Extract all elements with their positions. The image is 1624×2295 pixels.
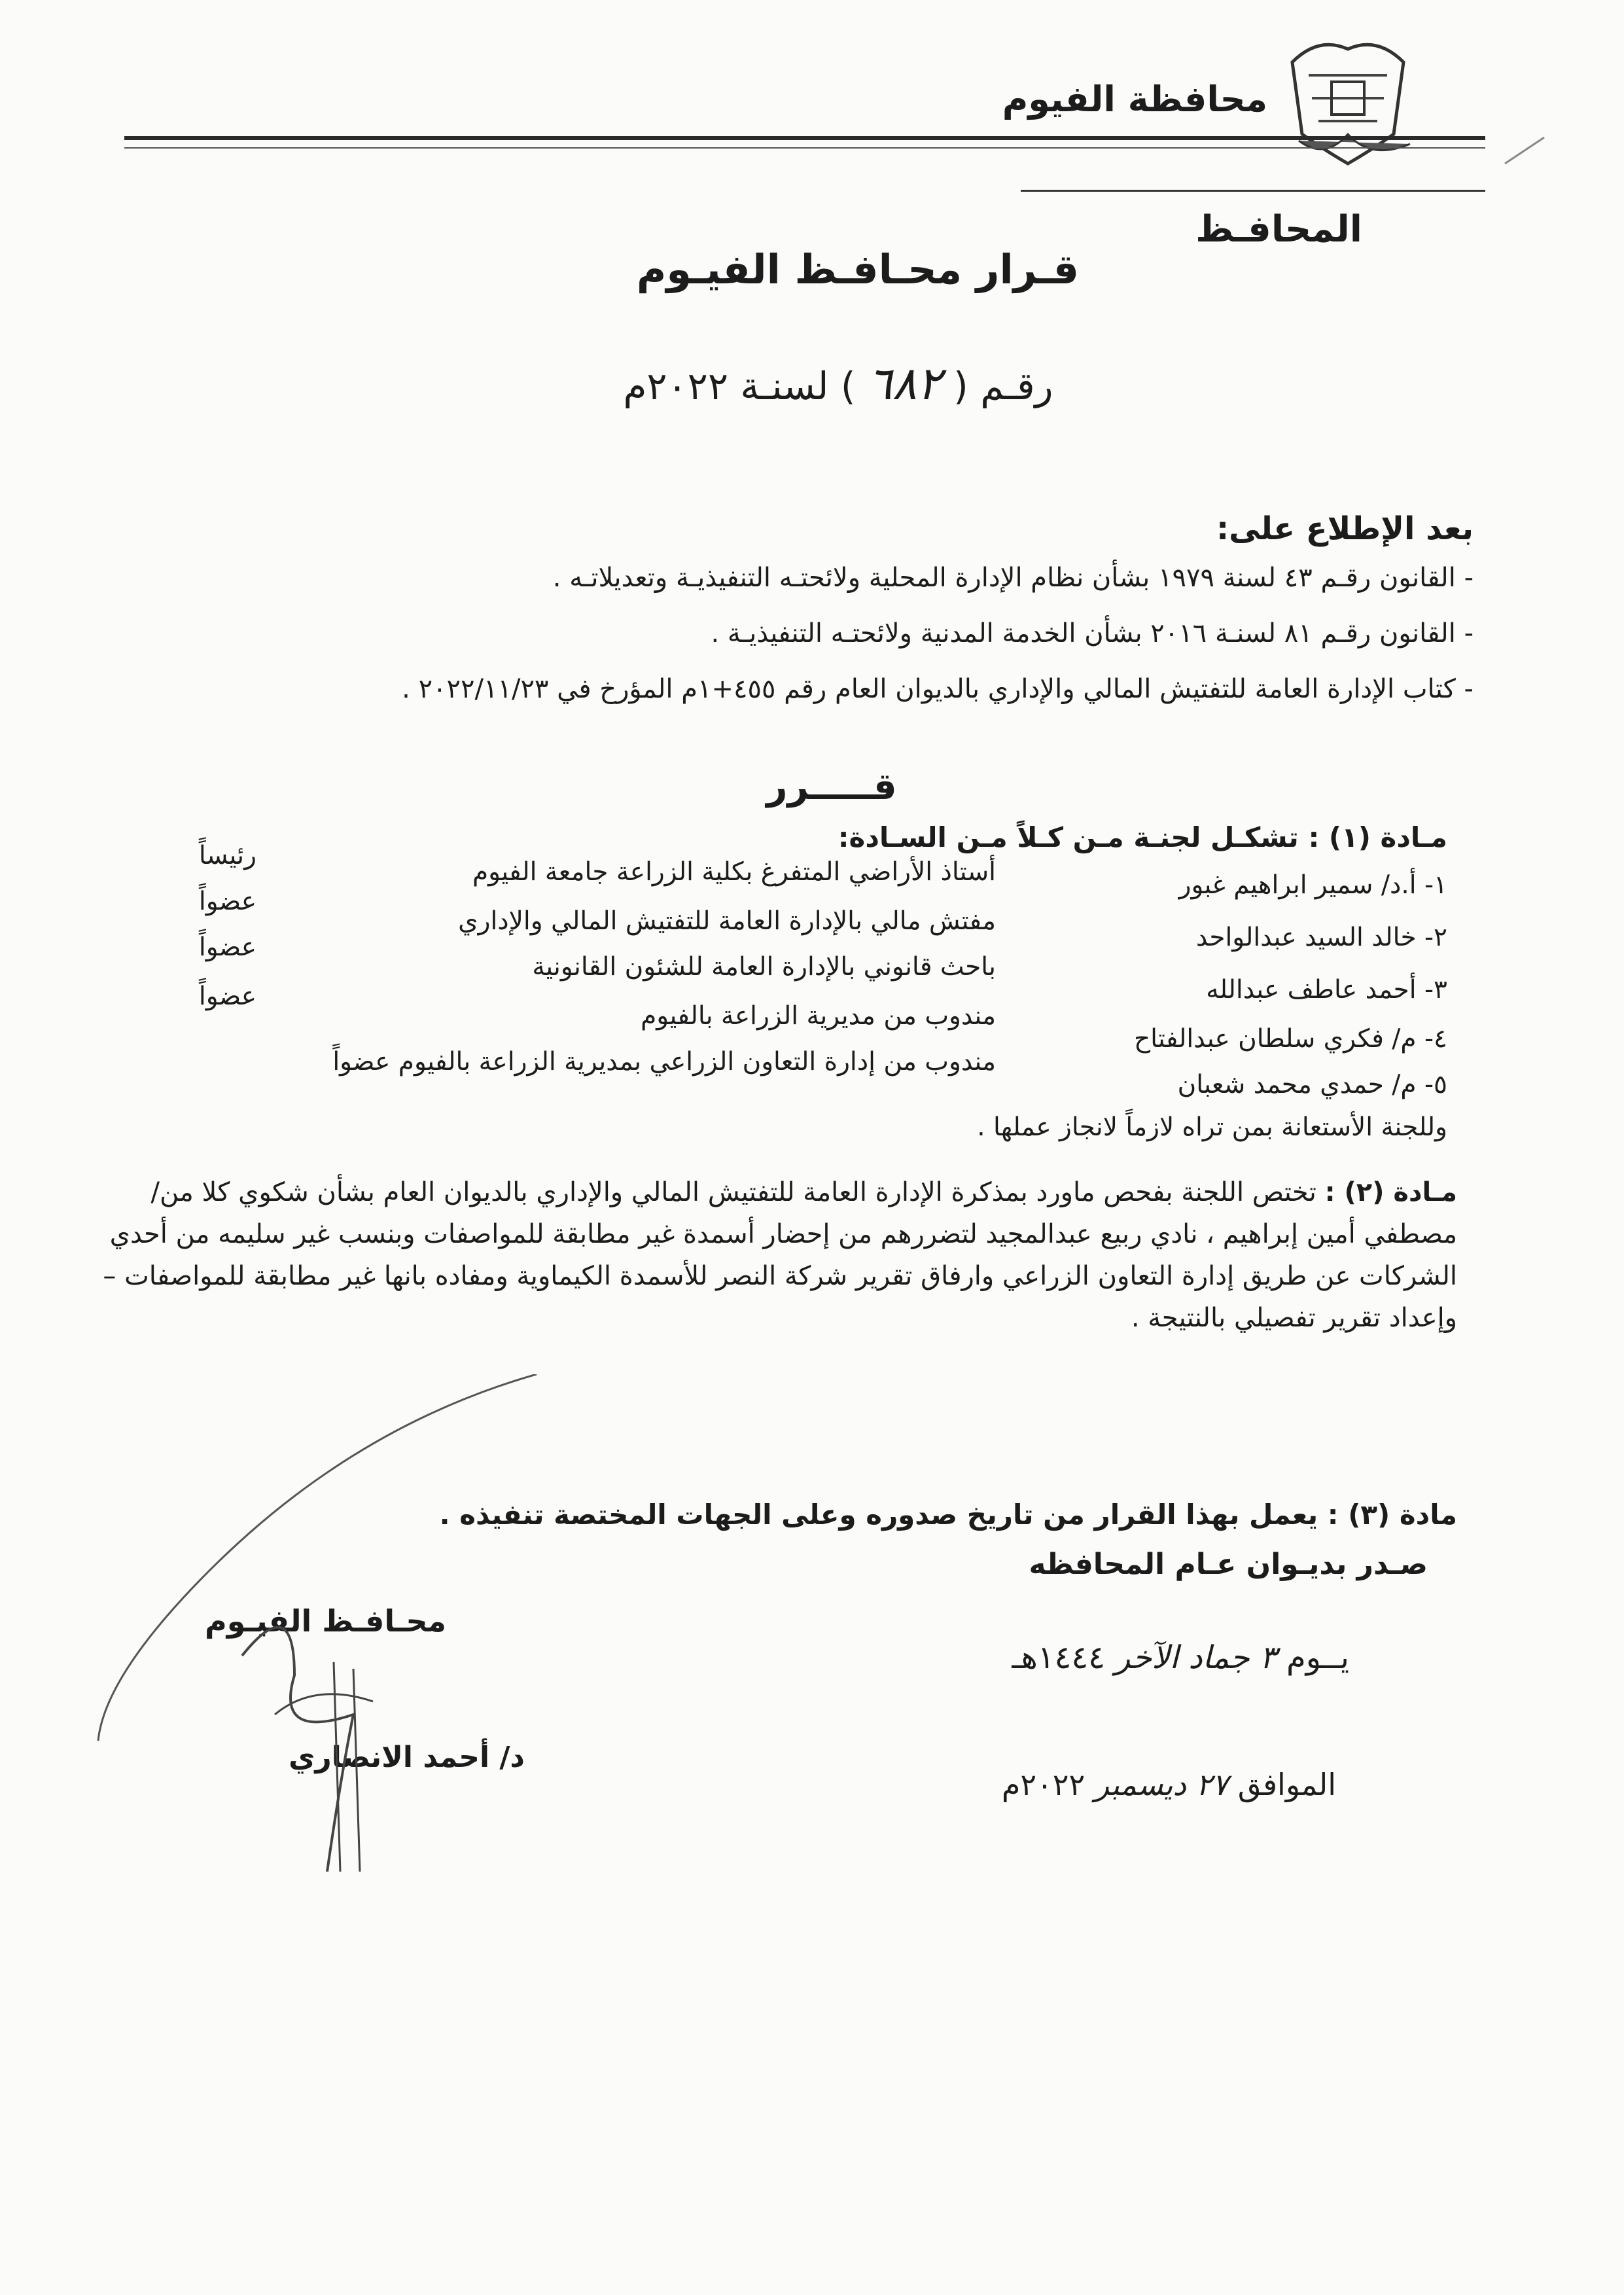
signatory-title: محـافـظ الفيـوم <box>205 1603 446 1639</box>
decree-number-handwritten: ٦٨٢ <box>867 357 942 410</box>
signatory-name: د/ أحمد الانصاري <box>289 1741 525 1774</box>
issued-at: صـدر بديـوان عـام المحافظه <box>1029 1548 1428 1581</box>
member-job: أستاذ الأراضي المتفرغ بكلية الزراعة جامعة الفيوم <box>472 857 996 887</box>
article-2-label: مـادة (٢) : <box>1324 1177 1457 1207</box>
preamble-item: - القانون رقـم ٤٣ لسنة ١٩٧٩ بشأن نظام الإدارة المحلية ولائحتـه التنفيذيـة وتعديلاتـه . <box>552 563 1474 593</box>
member-name: ١- أ.د/ سمير ابراهيم غبور <box>1178 870 1447 900</box>
gregorian-date <box>1002 1767 1336 1802</box>
article-2 <box>96 1171 1457 1339</box>
decree-title: قـرار محـافـظ الفيـوم <box>636 245 1080 293</box>
member-name: ٣- أحمد عاطف عبدالله <box>1206 975 1447 1005</box>
scan-mark <box>1498 131 1551 170</box>
member-job: مندوب من مديرية الزراعة بالفيوم <box>641 1001 996 1031</box>
decree-number-line <box>0 357 1624 410</box>
hijri-prefix: يــوم <box>1286 1639 1349 1676</box>
decree-number-suffix: ) لسنـة ٢٠٢٢م <box>623 364 856 408</box>
header-rule-thin <box>124 147 1485 149</box>
preamble-heading: بعد الإطلاع على: <box>1216 510 1474 547</box>
hijri-date <box>1012 1639 1349 1676</box>
preamble-item: - كتاب الإدارة العامة للتفتيش المالي والإداري بالديوان العام رقم ٤٥٥+١م المؤرخ في ٢٠٢٢/١١/٢٣ . <box>402 674 1474 704</box>
member-name: ٤- م/ فكري سلطان عبدالفتاح <box>1133 1024 1447 1054</box>
greg-handwritten: ٢٧ ديسمبر <box>1094 1767 1229 1802</box>
hijri-handwritten: ٣ جماد الآخر <box>1115 1639 1277 1676</box>
member-role: عضواً <box>198 982 256 1011</box>
member-job: باحث قانوني بالإدارة العامة للشئون القانونية <box>532 952 996 982</box>
member-role: عضواً <box>198 933 256 962</box>
member-name: ٢- خالد السيد عبدالواحد <box>1195 923 1447 952</box>
header-rule-thick <box>124 136 1485 140</box>
article-3: مادة (٣) : يعمل بهذا القرار من تاريخ صدوره وعلى الجهات المختصة تنفيذه . <box>439 1499 1457 1531</box>
member-role: رئيساً <box>198 841 256 870</box>
handwritten-signature <box>79 1374 576 1898</box>
member-name: ٥- م/ حمدي محمد شعبان <box>1177 1070 1447 1099</box>
article-1-note: وللجنة الأستعانة بمن تراه لازماً لانجاز عملها . <box>977 1112 1447 1142</box>
member-job: مفتش مالي بالإدارة العامة للتفتيش المالي والإداري <box>458 906 996 936</box>
governor-title: المحافـظ <box>1195 208 1362 251</box>
governorate-name: محافظة الفيوم <box>1002 79 1267 120</box>
preamble-item: - القانون رقـم ٨١ لسنـة ٢٠١٦ بشأن الخدمة المدنية ولائحتـه التنفيذيـة . <box>711 618 1474 649</box>
greg-prefix: الموافق <box>1237 1767 1336 1802</box>
decided-heading: قـــــرر <box>766 766 897 808</box>
article-2-text: تختص اللجنة بفحص ماورد بمذكرة الإدارة العامة للتفتيش المالي والإداري بالديوان العام بشأن شكوي كلا من/ مصطفي أمين إبراهيم ، نادي ربيع عبدالمجيد لتضررهم من إحضار أسمدة غير مطابقة للمواصفات وبنسب غير سليمه من أحدي الشركات عن طريق إدارة التعاون الزراعي وارفاق تقرير شركة النصر للأسمدة الكيماوية ومفاده بانها غير مطابقة للمواصفات – وإعداد تقرير تفصيلي بالنتيجة . <box>103 1177 1457 1333</box>
member-role: عضواً <box>198 887 256 916</box>
hijri-year: ١٤٤٤هـ <box>1012 1639 1105 1676</box>
decree-number-prefix: رقـم ( <box>953 364 1053 408</box>
member-job: مندوب من إدارة التعاون الزراعي بمديرية الزراعة بالفيوم عضواً <box>332 1047 996 1076</box>
governor-rule <box>1021 190 1485 192</box>
article-1-heading: مـادة (١) : تشكـل لجنـة مـن كـلاً مـن السـادة: <box>838 821 1447 853</box>
greg-year: ٢٠٢٢م <box>1001 1767 1086 1802</box>
